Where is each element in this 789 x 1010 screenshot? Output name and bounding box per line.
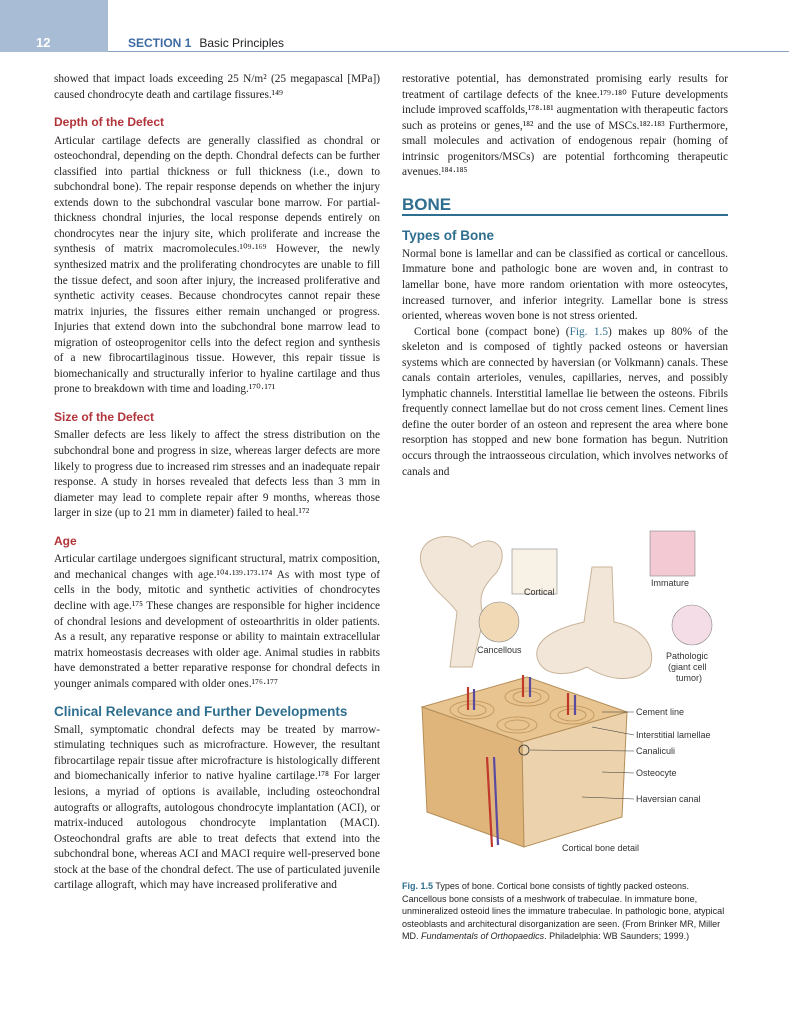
label-osteocyte: Osteocyte xyxy=(636,768,677,778)
heading-clinical: Clinical Relevance and Further Developments xyxy=(54,704,348,720)
right-column xyxy=(402,72,728,480)
label-detail: Cortical bone detail xyxy=(562,843,640,853)
running-header xyxy=(128,36,284,50)
caption-end: . Philadelphia: WB Saunders; 1999.) xyxy=(544,931,690,941)
page-number: 12 xyxy=(36,35,51,50)
pathologic-inset xyxy=(672,605,712,645)
heading-depth: Depth of the Defect xyxy=(54,115,165,130)
heading-types-of-bone: Types of Bone xyxy=(402,228,495,244)
label-pathologic-2: (giant cell xyxy=(668,662,707,672)
heading-bone: BONE xyxy=(402,197,728,217)
figure-caption xyxy=(402,880,728,943)
heading-size: Size of the Defect xyxy=(54,409,155,424)
label-interstitial: Interstitial lamellae xyxy=(636,730,711,740)
section-label: SECTION 1 xyxy=(128,36,192,50)
caption-text: Types of bone. Cortical bone consists of tightly packed osteons. Cancellous bone consists of a meshwork of trabeculae. In immature bone, unmineralized osteoid lines the immature trabeculae. In pathologic bone, atypical osteoblasts and architectural disorganization are seen. (From Brinker MR, Miller MD. xyxy=(402,881,725,941)
label-immature: Immature xyxy=(651,578,690,588)
cancellous-inset xyxy=(479,602,519,642)
heading-age: Age xyxy=(54,533,77,548)
header-tab xyxy=(0,0,108,52)
paragraph: Smaller defects are less likely to affect the stress distribution on the subchondral bone and progress in size, whereas larger defects are more likely to progress due to increased rim stresses and an inadequate repair response. A study in horses revealed that defects less than 3 mm in diameter may lead to complete repair after 9 months, whereas those larger in size (up to 21 mm in diameter) failed to heal.¹⁷² xyxy=(54,429,380,520)
paragraph xyxy=(402,325,728,480)
immature-inset xyxy=(650,531,695,576)
paragraph: Small, symptomatic chondral defects may be treated by marrow-stimulating techniques such as microfracture. However, the resultant fibrocartilage repair tissue after microfracture is histologically different and biomechanically inferior to native hyaline cartilage.¹⁷⁸ For larger lesions, a myriad of options is available, including osteochondral autografts or allografts, autologous chondrocyte implantation (ACI), or matrix-induced autologous chondrocyte implantation (MACI). Osteochondral grafts are able to treat defects that extend into the subchondral bone, whereas ACI and MACI require well-preserved bone stock at the base of the chondral defect. The use of particulated juvenile cartilage allograft, which may have increased proliferative and xyxy=(54,723,380,892)
section-title: Basic Principles xyxy=(199,36,285,50)
header-rule xyxy=(108,51,789,52)
paragraph: Normal bone is lamellar and can be classified as cortical or cancellous. Immature bone and pathologic bone are woven and, in contrast to lamellar bone, have more random orientation with more osteocytes, increased turnover, and inferior integrity. Lamellar bone is stress oriented, whereas woven bone is not stress oriented. xyxy=(402,247,728,323)
paragraph: Articular cartilage defects are generally classified as chondral or osteochondral, depending on the depth. Chondral defects can be further classified into partial thickness or full thickness (i.e., down to subchondral bone). The repair response depends on whether the injury extends down to the subchondral vascular bone marrow. For partial-thickness chondral injuries, the local response depends entirely on chondrocytes near the injury site, which proliferate and increase the synthesis of matrix macromolecules.¹⁰⁹·¹⁶⁹ However, the newly synthesized matrix and the proliferating chondrocytes are unable to fill the tissue defect, and soon after injury, the increased proliferative and synthetic activity ceases. Because chondrocytes cannot repair these matrix injuries, the fissures either remain unchanged or progress. Injuries that extend down into the subchondral bone marrow lead to migration of osteoprogenitor cells into the defect region and synthesis of a new fibrocartilaginous tissue. However, this repair tissue is biomechanically and structurally inferior to hyaline cartilage and thus prone to breakdown with time and loading.¹⁷⁰·¹⁷¹ xyxy=(54,134,380,396)
label-cement-line: Cement line xyxy=(636,707,685,717)
label-haversian: Haversian canal xyxy=(636,794,701,804)
caption-label: Fig. 1.5 xyxy=(402,881,434,891)
figure-link[interactable]: Fig. 1.5 xyxy=(569,325,609,338)
paragraph: restorative potential, has demonstrated promising early results for treatment of cartilage defects of the knee.¹⁷⁹·¹⁸⁰ Future developments include improved scaffolds,¹⁷⁸·¹⁸¹ augmentation with therapeutic factors such as proteins or genes,¹⁸² and the use of MSCs.¹⁸²·¹⁸³ Furthermore, small molecules and activation of endogenous repair (homing of intrinsic progenitors/MSCs) are potential forthcoming therapeutic avenues.¹⁸⁴·¹⁸⁵ xyxy=(402,73,728,179)
paragraph: Articular cartilage undergoes significant structural, matrix composition, and mechanical changes with age.¹⁰⁴·¹³⁹·¹⁷³·¹⁷⁴ As with most type of cells in the body, mitotic and synthetic activities of chondrocytes decline with age.¹⁷⁵ These changes are responsible for higher incidence of chondral lesions and development of osteoarthritis in older patients. As a result, any reparative response or ability to maintain extracellular matrix homeostasis decreases with older age. Animal studies in rabbits have demonstrated a better reparative response for chondral defects in younger animals compared with older ones.¹⁷⁶·¹⁷⁷ xyxy=(54,553,380,690)
label-pathologic-3: tumor) xyxy=(676,673,703,683)
bone-figure xyxy=(402,527,728,857)
text-run: Cortical bone (compact bone) ( xyxy=(414,325,570,338)
label-cancellous: Cancellous xyxy=(477,645,522,655)
label-canaliculi: Canaliculi xyxy=(636,746,676,756)
label-pathologic: Pathologic xyxy=(666,651,709,661)
left-column xyxy=(54,72,380,894)
label-cortical: Cortical xyxy=(524,587,555,597)
caption-italic: Fundamentals of Orthopaedics xyxy=(421,931,545,941)
paragraph: showed that impact loads exceeding 25 N/m² (25 megapascal [MPa]) caused chondrocyte death and cartilage fissures.¹⁴⁹ xyxy=(54,73,380,101)
text-run: ) makes up 80% of the skeleton and is composed of tightly packed osteons or haversian systems which are connected by haversian (or Volkmann) canals. These canals contain arterioles, venules, capillaries, nerves, and possibly lymphatic channels. Interstitial lamellae lie between the osteons. Fibrils frequently connect lamellae but do not cross cement lines. Cement lines define the outer border of an osteon and represent the area where bone resorption has stopped and new bone formation has begun. Nutrition occurs through the intraosseous circulation, which involves networks of canals and xyxy=(402,325,729,478)
